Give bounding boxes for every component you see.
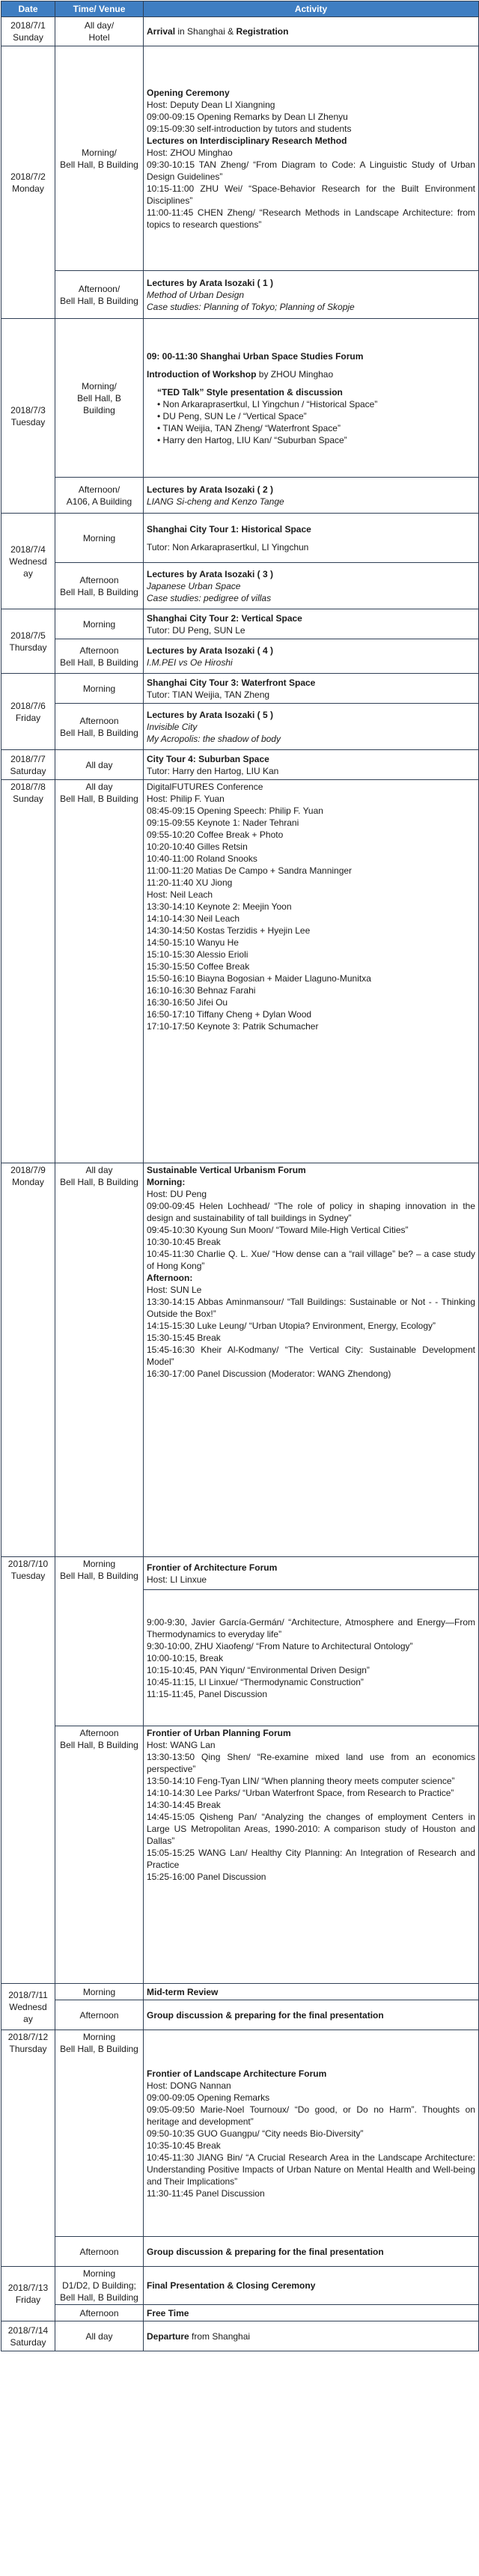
venue-cell: Afternoon bbox=[55, 2000, 144, 2030]
table-row bbox=[1, 2305, 479, 2321]
date-cell: 2018/7/2 Monday bbox=[1, 46, 55, 319]
activity-cell: Shanghai City Tour 1: Historical Space Tutor: Non Arkaraprasertkul, LI Yingchun bbox=[144, 514, 479, 563]
venue-cell: Afternoon bbox=[55, 2305, 144, 2321]
activity-cell: Shanghai City Tour 2: Vertical Space Tutor: DU Peng, SUN Le bbox=[144, 609, 479, 639]
venue-cell: Morning Bell Hall, B Building bbox=[55, 2030, 144, 2237]
table-row bbox=[1, 271, 479, 319]
table-row bbox=[1, 1557, 479, 1590]
table-row bbox=[1, 2000, 479, 2030]
header-venue: Time/ Venue bbox=[55, 1, 144, 17]
venue-cell: All day Bell Hall, B Building bbox=[55, 1163, 144, 1557]
venue-cell: All day/ Hotel bbox=[55, 17, 144, 46]
date-cell: 2018/7/13 Friday bbox=[1, 2267, 55, 2321]
date-cell: 2018/7/6 Friday bbox=[1, 674, 55, 750]
date-cell: 2018/7/4 Wednesd ay bbox=[1, 514, 55, 609]
header-activity: Activity bbox=[144, 1, 479, 17]
table-row bbox=[1, 17, 479, 46]
table-row bbox=[1, 2030, 479, 2237]
table-row bbox=[1, 46, 479, 271]
date-cell: 2018/7/14 Saturday bbox=[1, 2321, 55, 2351]
date-cell: 2018/7/10 Tuesday bbox=[1, 1557, 55, 1984]
table-header bbox=[1, 1, 479, 17]
date-cell: 2018/7/3 Tuesday bbox=[1, 319, 55, 514]
activity-cell: Lectures by Arata Isozaki ( 5 ) Invisible City My Acropolis: the shadow of body bbox=[144, 704, 479, 750]
table-row bbox=[1, 674, 479, 704]
date-cell: 2018/7/1 Sunday bbox=[1, 17, 55, 46]
venue-cell: Morning bbox=[55, 609, 144, 639]
table-row bbox=[1, 750, 479, 780]
table-row bbox=[1, 563, 479, 609]
header-row bbox=[1, 1, 479, 17]
venue-cell: Afternoon Bell Hall, B Building bbox=[55, 1726, 144, 1984]
activity-cell: Lectures by Arata Isozaki ( 4 ) I.M.PEI vs Oe Hiroshi bbox=[144, 639, 479, 674]
activity-cell: Final Presentation & Closing Ceremony bbox=[144, 2267, 479, 2305]
header-date: Date bbox=[1, 1, 55, 17]
activity-cell: Group discussion & preparing for the final presentation bbox=[144, 2000, 479, 2030]
activity-cell: Mid-term Review bbox=[144, 1984, 479, 2000]
activity-cell: Frontier of Landscape Architecture Forum Host: DONG Nannan 09:00-09:05 Opening Remarks 09:05-09:50 Marie-Noel Tournoux/ “Do good, or Do no Harm”. Thoughts on heritage and development” 09:50-10:35 GUO Guangpu/ “City needs Bio-Diversity” 10:35-10:45 Break 10:45-11:30 JIANG Bin/ “A Crucial Research Area in the Landscape Architecture: Understanding Positive Impacts of Urban Nature on Mental Health and Well-being and Their Implications” 11:30-11:45 Panel Discussion bbox=[144, 2030, 479, 2237]
activity-cell: Departure from Shanghai bbox=[144, 2321, 479, 2351]
venue-cell: Afternoon bbox=[55, 2237, 144, 2267]
schedule-table bbox=[1, 1, 479, 2351]
date-cell: 2018/7/11 Wednesd ay bbox=[1, 1984, 55, 2030]
table-row bbox=[1, 2267, 479, 2305]
table-row bbox=[1, 514, 479, 563]
activity-cell: City Tour 4: Suburban Space Tutor: Harry den Hartog, LIU Kan bbox=[144, 750, 479, 780]
venue-cell: Morning/ Bell Hall, B Building bbox=[55, 46, 144, 271]
date-cell: 2018/7/9 Monday bbox=[1, 1163, 55, 1557]
venue-cell: Afternoon Bell Hall, B Building bbox=[55, 704, 144, 750]
venue-cell: Morning/ Bell Hall, B Building bbox=[55, 319, 144, 478]
venue-cell: Afternoon Bell Hall, B Building bbox=[55, 563, 144, 609]
venue-cell: Morning Bell Hall, B Building bbox=[55, 1557, 144, 1726]
activity-cell: Group discussion & preparing for the final presentation bbox=[144, 2237, 479, 2267]
activity-cell: 9:00-9:30, Javier García-Germán/ “Architecture, Atmosphere and Energy—From Thermodynamics to everyday life” 9:30-10:00, ZHU Xiaofeng/ “From Nature to Architectural Ontology” 10:00-10:15, Break 10:15-10:45, PAN Yiqun/ “Environmental Driven Design” 10:45-11:15, LI Linxue/ “Thermodynamic Construction” 11:15-11:45, Panel Discussion bbox=[144, 1590, 479, 1726]
table-row bbox=[1, 319, 479, 478]
activity-cell: Lectures by Arata Isozaki ( 1 ) Method of Urban Design Case studies: Planning of Tokyo; Planning of Skopje bbox=[144, 271, 479, 319]
activity-cell: DigitalFUTURES Conference Host: Philip F. Yuan 08:45-09:15 Opening Speech: Philip F. Yuan 09:15-09:55 Keynote 1: Nader Tehrani 09:55-10:20 Coffee Break + Photo 10:20-10:40 Gilles Retsin 10:40-11:00 Roland Snooks 11:00-11:20 Matias De Campo + Sandra Manninger 11:20-11:40 XU Jiong Host: Neil Leach 13:30-14:10 Keynote 2: Meejin Yoon 14:10-14:30 Neil Leach 14:30-14:50 Kostas Terzidis + Hyejin Lee 14:50-15:10 Wanyu He 15:10-15:30 Alessio Erioli 15:30-15:50 Coffee Break 15:50-16:10 Biayna Bogosian + Maider Llaguno-Munitxa 16:10-16:30 Behnaz Farahi 16:30-16:50 Jifei Ou 16:50-17:10 Tiffany Cheng + Dylan Wood 17:10-17:50 Keynote 3: Patrik Schumacher bbox=[144, 780, 479, 1163]
activity-cell: Free Time bbox=[144, 2305, 479, 2321]
venue-cell: All day Bell Hall, B Building bbox=[55, 780, 144, 1163]
table-row bbox=[1, 1163, 479, 1557]
venue-cell: Afternoon/ A106, A Building bbox=[55, 478, 144, 514]
table-row bbox=[1, 1984, 479, 2000]
venue-cell: Morning bbox=[55, 514, 144, 563]
table-row bbox=[1, 1726, 479, 1984]
date-cell: 2018/7/12 Thursday bbox=[1, 2030, 55, 2267]
activity-cell: Lectures by Arata Isozaki ( 3 ) Japanese Urban Space Case studies: pedigree of villas bbox=[144, 563, 479, 609]
venue-cell: Morning bbox=[55, 1984, 144, 2000]
activity-cell: Sustainable Vertical Urbanism Forum Morning: Host: DU Peng 09:00-09:45 Helen Lochhead/ “The role of policy in shaping innovation in the design and sustainability of tall buildings in Sydney” 09:45-10:30 Kyoung Sun Moon/ “Toward Mile-High Vertical Cities” 10:30-10:45 Break 10:45-11:30 Charlie Q. L. Xue/ “How dense can a “rail village” be? – a case study of Hong Kong” Afternoon: Host: SUN Le 13:30-14:15 Abbas Aminmansour/ “Tall Buildings: Sustainable or Not - - Thinking Outside the Box!” 14:15-15:30 Luke Leung/ “Urban Utopia? Environment, Energy, Ecology” 15:30-15:45 Break 15:45-16:30 Kheir Al-Kodmany/ “The Vertical City: Sustainable Development Model” 16:30-17:00 Panel Discussion (Moderator: WANG Zhendong) bbox=[144, 1163, 479, 1557]
activity-cell: 09: 00-11:30 Shanghai Urban Space Studies Forum Introduction of Workshop by ZHOU Minghao “TED Talk” Style presentation & discussion • Non Arkaraprasertkul, LI Yingchun / “Historical Space” • DU Peng, SUN Le / “Vertical Space” • TIAN Weijia, TAN Zheng/ “Waterfront Space” • Harry den Hartog, LIU Kan/ “Suburban Space” bbox=[144, 319, 479, 478]
venue-cell: All day bbox=[55, 2321, 144, 2351]
table-row bbox=[1, 2321, 479, 2351]
table-row bbox=[1, 478, 479, 514]
activity-cell: Frontier of Urban Planning Forum Host: WANG Lan 13:30-13:50 Qing Shen/ “Re-examine mixed land use from an economics perspective” 13:50-14:10 Feng-Tyan LIN/ “When planning theory meets computer science” 14:10-14:30 Lee Parks/ “Urban Waterfront Space, from Research to Practice” 14:30-14:45 Break 14:45-15:05 Qisheng Pan/ “Analyzing the changes of employment Centers in Large US Metropolitan Areas, 1990-2010: A comparison study of Houston and Dallas” 15:05-15:25 WANG Lan/ Healthy City Planning: An Integration of Research and Practice 15:25-16:00 Panel Discussion bbox=[144, 1726, 479, 1984]
table-row bbox=[1, 609, 479, 639]
activity-cell: Lectures by Arata Isozaki ( 2 ) LIANG Si-cheng and Kenzo Tange bbox=[144, 478, 479, 514]
table-row bbox=[1, 704, 479, 750]
activity-cell: Shanghai City Tour 3: Waterfront Space Tutor: TIAN Weijia, TAN Zheng bbox=[144, 674, 479, 704]
date-cell: 2018/7/7 Saturday bbox=[1, 750, 55, 780]
venue-cell: Afternoon/ Bell Hall, B Building bbox=[55, 271, 144, 319]
date-cell: 2018/7/5 Thursday bbox=[1, 609, 55, 674]
venue-cell: Morning D1/D2, D Building; Bell Hall, B Building bbox=[55, 2267, 144, 2305]
table-row bbox=[1, 2237, 479, 2267]
venue-cell: Morning bbox=[55, 674, 144, 704]
activity-cell: Frontier of Architecture Forum Host: LI Linxue bbox=[144, 1557, 479, 1590]
venue-cell: All day bbox=[55, 750, 144, 780]
activity-cell: Arrival in Shanghai & Registration bbox=[144, 17, 479, 46]
table-row bbox=[1, 639, 479, 674]
venue-cell: Afternoon Bell Hall, B Building bbox=[55, 639, 144, 674]
table-row bbox=[1, 780, 479, 1163]
date-cell: 2018/7/8 Sunday bbox=[1, 780, 55, 1163]
activity-cell: Opening Ceremony Host: Deputy Dean LI Xiangning 09:00-09:15 Opening Remarks by Dean LI Zhenyu 09:15-09:30 self-introduction by tutors and students Lectures on Interdisciplinary Research Method Host: ZHOU Minghao 09:30-10:15 TAN Zheng/ “From Diagram to Code: A Linguistic Study of Urban Design Guidelines” 10:15-11:00 ZHU Wei/ “Space-Behavior Research for the Built Environment Disciplines” 11:00-11:45 CHEN Zheng/ “Research Methods in Landscape Architecture: from topics to research questions” bbox=[144, 46, 479, 271]
